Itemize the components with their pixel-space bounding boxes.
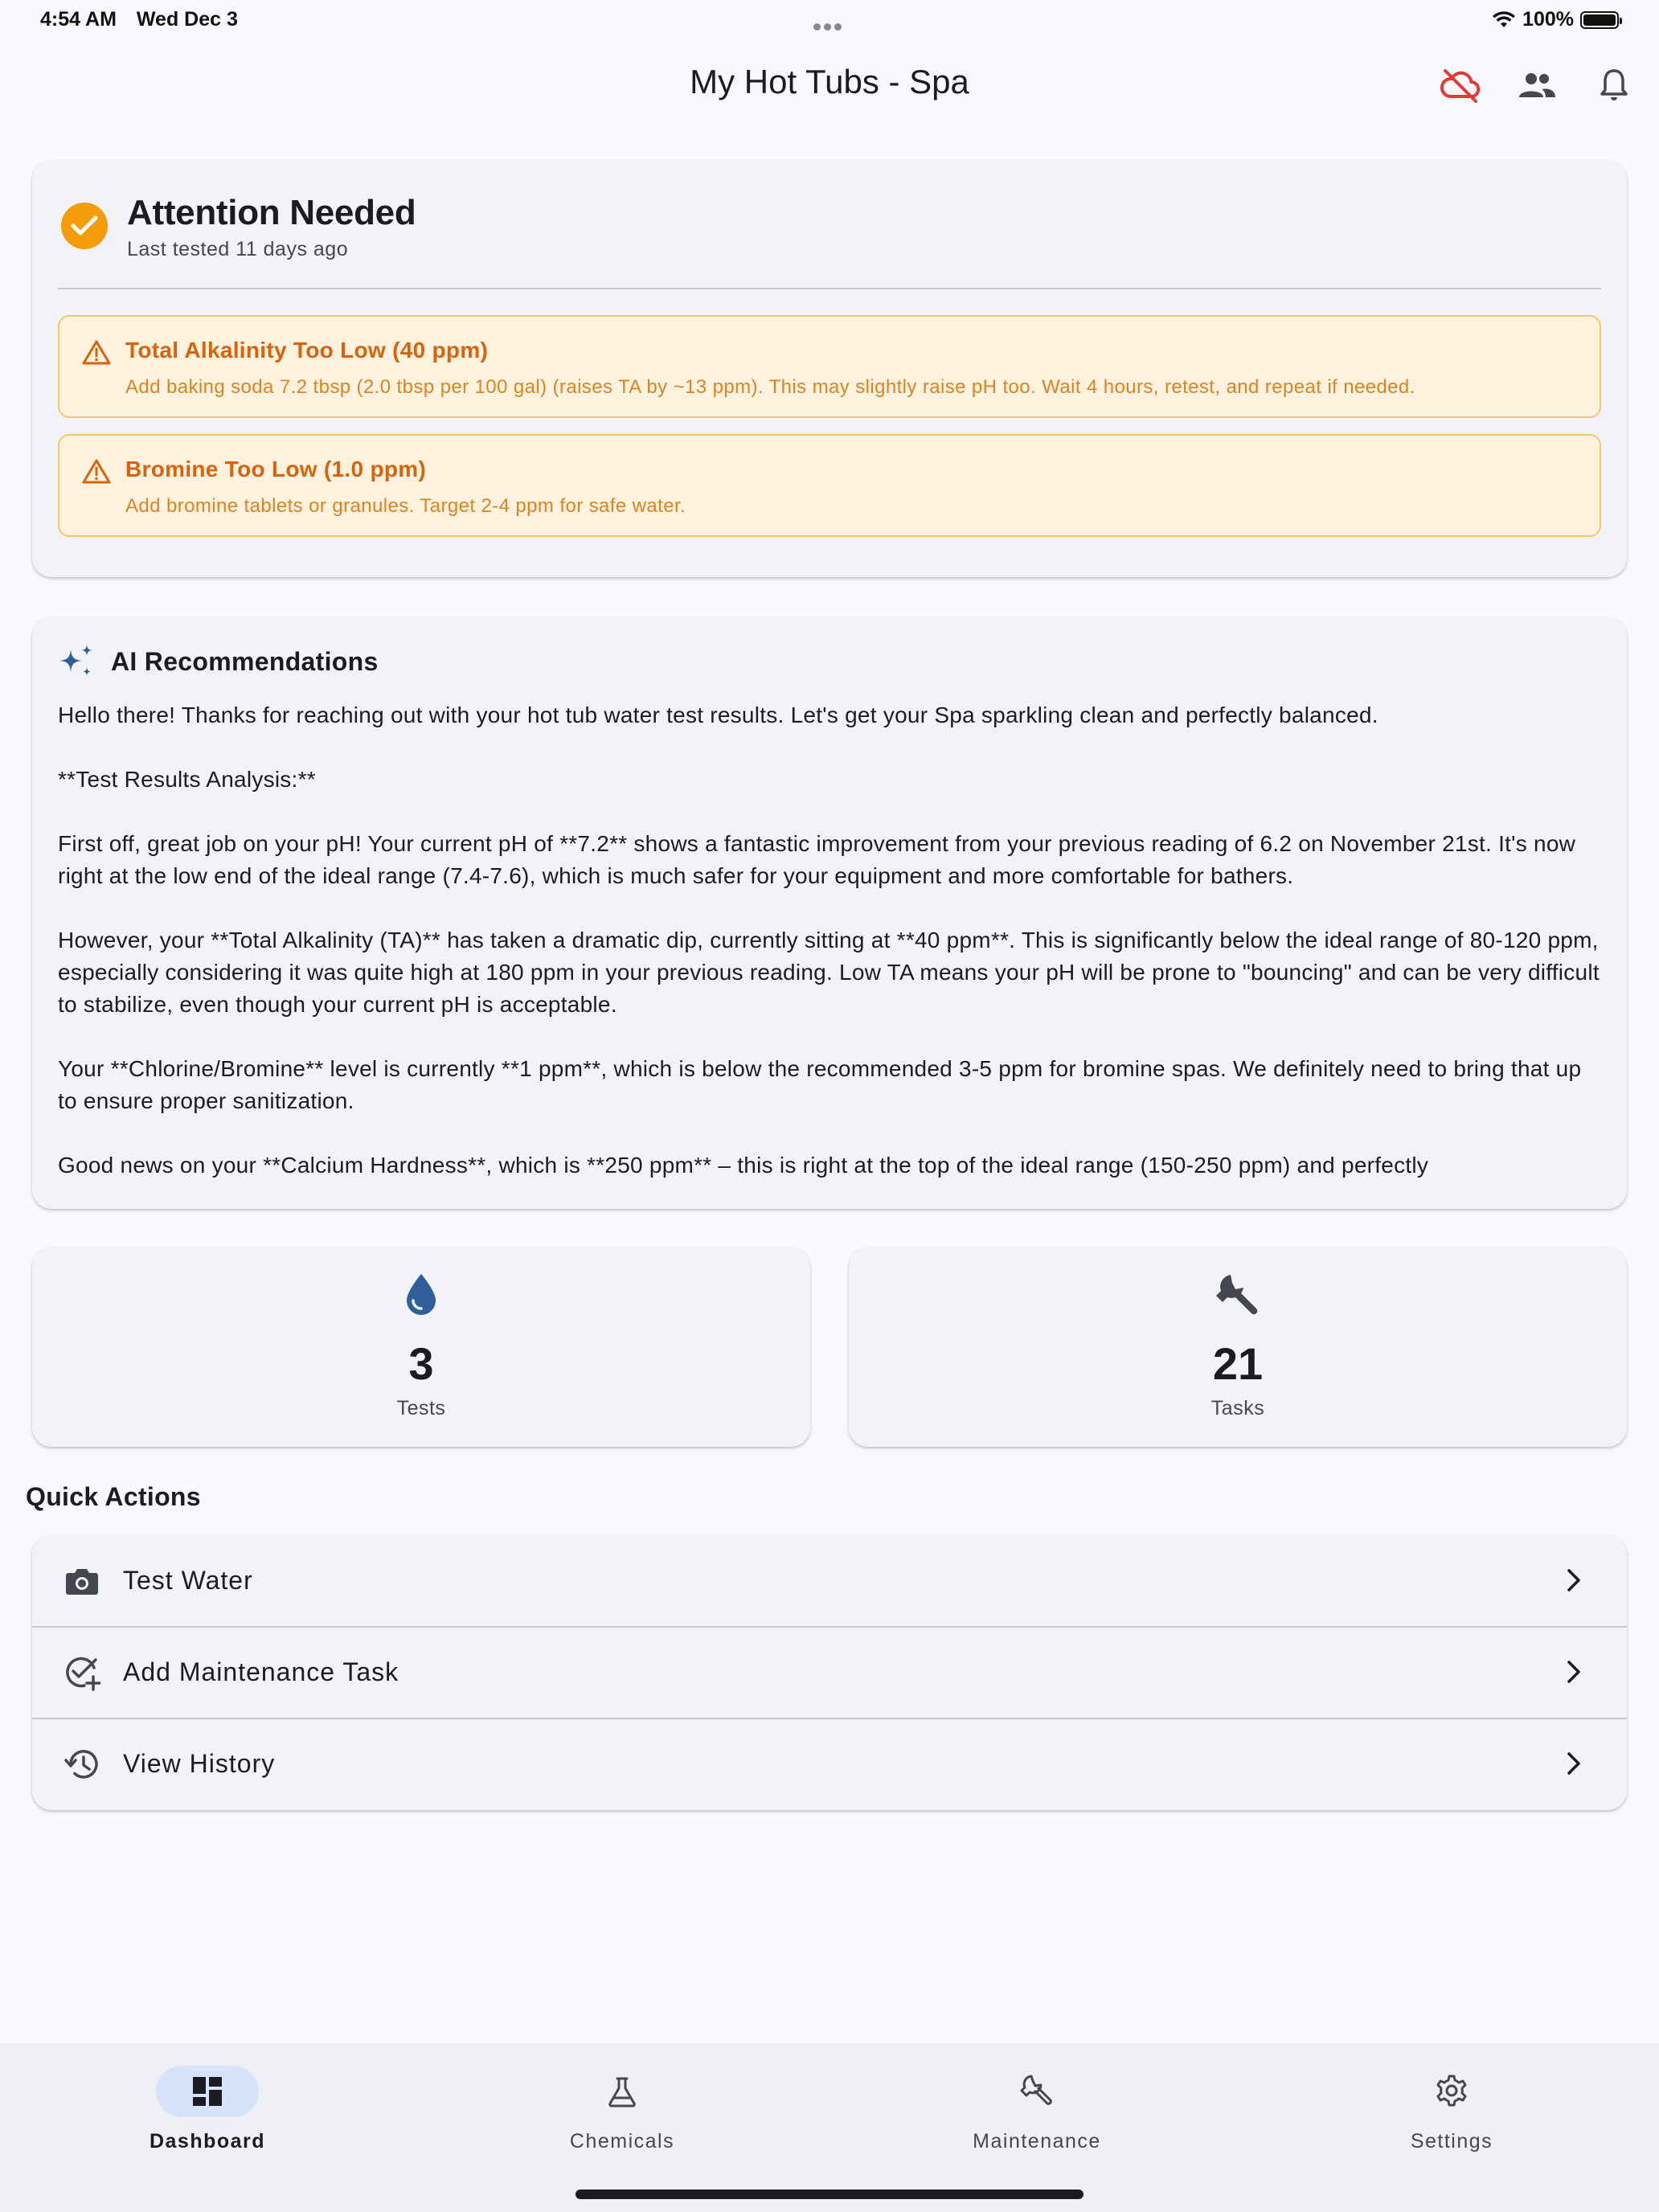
tests-label: Tests	[396, 1397, 446, 1419]
divider	[58, 288, 1601, 289]
multitasking-dots-icon[interactable]	[813, 13, 846, 21]
battery-percent: 100%	[1522, 8, 1574, 31]
ai-paragraph: Good news on your **Calcium Hardness**, which is **250 ppm** – this is right at the top of the ideal range (150-250 ppm) and perfectly	[58, 1153, 1429, 1178]
gear-icon	[1435, 2075, 1469, 2108]
home-indicator[interactable]	[576, 2189, 1083, 2199]
status-time: 4:54 AM	[40, 8, 117, 31]
people-icon[interactable]	[1514, 63, 1559, 108]
warning-icon	[82, 339, 111, 365]
add-task-icon	[59, 1650, 104, 1695]
ai-paragraph: **Test Results Analysis:**	[58, 767, 316, 792]
chevron-right-icon	[1564, 1747, 1583, 1780]
bottom-navigation	[0, 2043, 1659, 2212]
tasks-stat-card[interactable]	[849, 1247, 1627, 1447]
bell-icon[interactable]	[1591, 63, 1636, 108]
wifi-icon	[1492, 10, 1516, 30]
flask-icon	[606, 2075, 638, 2108]
check-circle-icon	[61, 203, 108, 249]
warning-icon	[82, 458, 111, 484]
tests-count: 3	[408, 1338, 434, 1389]
nav-dashboard[interactable]	[87, 2066, 328, 2153]
dashboard-icon	[191, 2075, 223, 2108]
chevron-right-icon	[1564, 1656, 1583, 1688]
water-status-card	[32, 161, 1627, 577]
battery-icon	[1580, 11, 1619, 29]
sparkles-icon	[58, 643, 95, 680]
action-label: Test Water	[123, 1566, 253, 1595]
test-water-action[interactable]	[32, 1535, 1627, 1627]
nav-maintenance[interactable]	[916, 2066, 1157, 2153]
view-history-action[interactable]	[32, 1718, 1627, 1810]
nav-label: Settings	[1410, 2130, 1493, 2153]
alert-total-alkalinity	[58, 315, 1601, 418]
nav-label: Chemicals	[569, 2130, 675, 2153]
ai-recommendation-text	[58, 699, 1600, 1209]
quick-actions-list	[32, 1535, 1627, 1810]
ai-title: AI Recommendations	[111, 646, 379, 676]
add-maintenance-task-action[interactable]	[32, 1627, 1627, 1718]
nav-chemicals[interactable]	[502, 2066, 743, 2153]
tasks-label: Tasks	[1210, 1397, 1265, 1419]
action-label: View History	[123, 1749, 276, 1778]
status-date: Wed Dec 3	[136, 8, 238, 31]
action-label: Add Maintenance Task	[123, 1657, 399, 1686]
history-icon	[59, 1742, 104, 1787]
tests-stat-card[interactable]	[32, 1247, 810, 1447]
app-bar	[0, 48, 1659, 121]
ai-paragraph: However, your **Total Alkalinity (TA)** has taken a dramatic dip, currently sitting at **40 ppm**. This is significantly below the ideal range of 80-120 ppm, especially considering it was quite high at 180 ppm in your previous reading. Low TA means your pH will be prone to "bouncing" and can be very difficult to stabilize, even though your current pH is acceptable.	[58, 928, 1600, 1017]
nav-label: Maintenance	[973, 2130, 1101, 2153]
alert-body: Add baking soda 7.2 tbsp (2.0 tbsp per 100 gal) (raises TA by ~13 ppm). This may slightly raise pH too. Wait 4 hours, retest, and repeat if needed.	[125, 376, 1415, 398]
water-drop-icon	[402, 1272, 440, 1317]
camera-icon	[59, 1559, 104, 1604]
alert-bromine	[58, 434, 1601, 537]
status-title: Attention Needed	[127, 193, 416, 232]
nav-settings[interactable]	[1331, 2066, 1572, 2153]
alert-title: Bromine Too Low (1.0 ppm)	[125, 457, 427, 481]
ai-recommendations-card[interactable]	[32, 617, 1627, 1209]
nav-label: Dashboard	[149, 2130, 266, 2153]
alert-title: Total Alkalinity Too Low (40 ppm)	[125, 338, 489, 363]
wrench-icon	[1213, 1272, 1263, 1320]
tasks-count: 21	[1212, 1338, 1264, 1389]
wrench-icon	[1019, 2074, 1055, 2109]
ai-paragraph: Hello there! Thanks for reaching out with your hot tub water test results. Let's get your Spa sparkling clean and perfectly balanced.	[58, 703, 1378, 727]
ai-paragraph: First off, great job on your pH! Your current pH of **7.2** shows a fantastic improvement from your previous reading of 6.2 on November 21st. It's now right at the low end of the ideal range (7.4-7.6), which is much safer for your equipment and more comfortable for bathers.	[58, 831, 1576, 888]
cloud-off-icon[interactable]	[1437, 63, 1482, 108]
quick-actions-heading: Quick Actions	[26, 1482, 201, 1511]
last-tested-text: Last tested 11 days ago	[127, 238, 349, 260]
alert-body: Add bromine tablets or granules. Target 2-4 ppm for safe water.	[125, 495, 686, 517]
ai-paragraph: Your **Chlorine/Bromine** level is currently **1 ppm**, which is below the recommended 3-5 ppm for bromine spas. We definitely need to bring that up to ensure proper sanitization.	[58, 1056, 1582, 1113]
page-title: My Hot Tubs - Spa	[690, 63, 969, 100]
chevron-right-icon	[1564, 1564, 1583, 1596]
status-bar	[0, 0, 1659, 39]
